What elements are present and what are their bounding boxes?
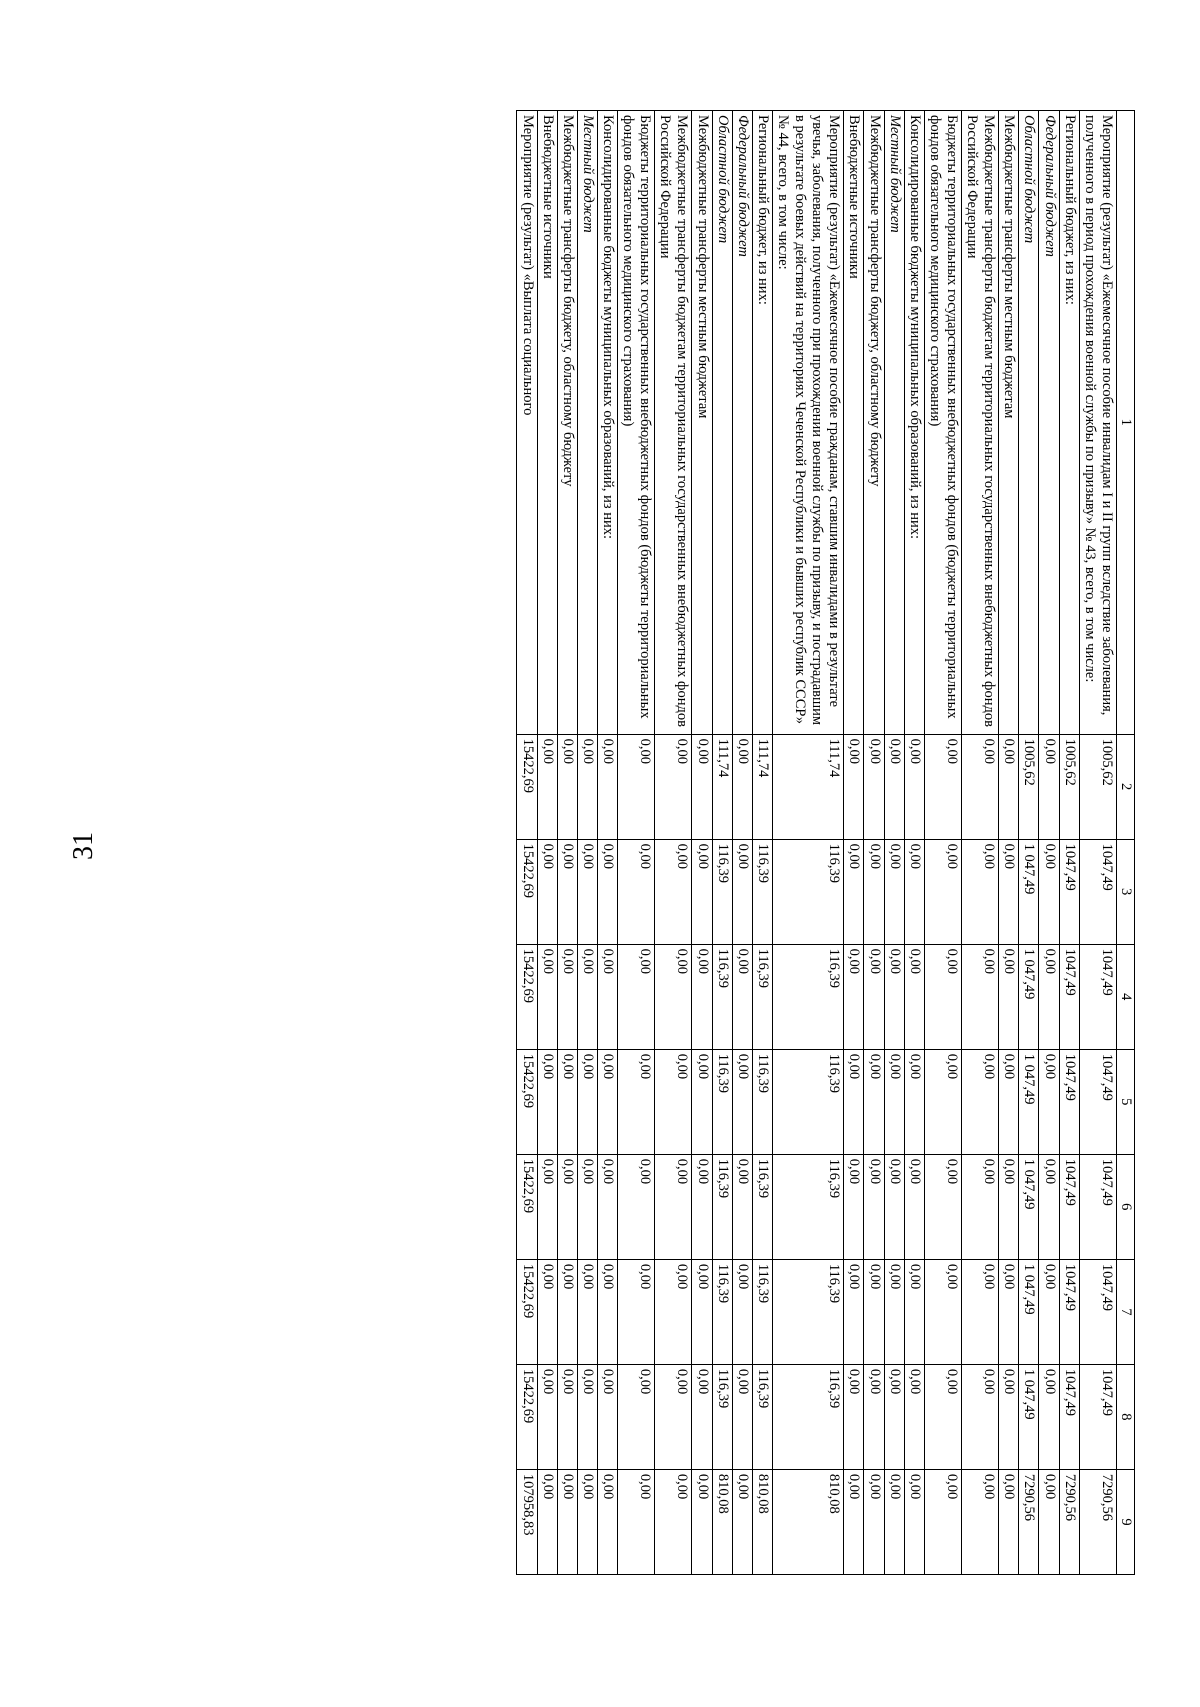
value-cell: 0,00 [904,839,924,944]
value-cell: 0,00 [904,1259,924,1364]
value-cell: 1 047,49 [1019,839,1039,944]
value-cell: 1005,62 [1019,734,1039,839]
value-cell: 0,00 [904,1154,924,1259]
value-cell: 1005,62 [1079,734,1116,839]
value-cell: 0,00 [924,1364,961,1469]
value-cell: 0,00 [884,944,904,1049]
value-cell: 0,00 [537,1154,557,1259]
value-cell: 0,00 [557,839,577,944]
value-cell: 15422,69 [517,944,537,1049]
row-label: Областной бюджет [712,111,732,735]
value-cell: 0,00 [577,1469,597,1574]
value-cell: 116,39 [772,944,843,1049]
value-cell: 0,00 [904,734,924,839]
value-cell: 116,39 [752,944,772,1049]
value-cell: 0,00 [597,1364,617,1469]
value-cell: 0,00 [924,1154,961,1259]
value-cell: 0,00 [999,1154,1019,1259]
value-cell: 0,00 [844,839,864,944]
column-header: 7 [1116,1259,1134,1364]
value-cell: 0,00 [557,1469,577,1574]
value-cell: 0,00 [999,944,1019,1049]
table-row [618,111,655,1575]
row-label: Федеральный бюджет [1039,111,1059,735]
row-label: Консолидированные бюджеты муниципальных образований, из них: [904,111,924,735]
value-cell: 0,00 [844,944,864,1049]
row-label: Региональный бюджет, из них: [752,111,772,735]
value-cell: 0,00 [962,839,999,944]
value-cell: 0,00 [864,1469,884,1574]
value-cell: 0,00 [655,1364,692,1469]
value-cell: 1 047,49 [1019,944,1039,1049]
value-cell: 0,00 [577,1049,597,1154]
row-label: Мероприятие (результат) «Ежемесячное пособие инвалидам I и II групп вследствие заболевания, полученного в период прохождения военной службы по призыву» № 43, всего, в том числе: [1079,111,1116,735]
value-cell: 0,00 [884,1364,904,1469]
value-cell: 1047,49 [1079,1364,1116,1469]
value-cell: 116,39 [772,1049,843,1154]
value-cell: 0,00 [692,1154,712,1259]
table-row [1019,111,1039,1575]
value-cell: 1 047,49 [1019,1154,1039,1259]
value-cell: 0,00 [597,734,617,839]
value-cell: 111,74 [752,734,772,839]
value-cell: 0,00 [962,944,999,1049]
row-label: Межбюджетные трансферты бюджетам территориальных государственных внебюджетных фондов Российской Федерации [962,111,999,735]
value-cell: 0,00 [557,1049,577,1154]
table-row [924,111,961,1575]
value-cell: 0,00 [732,734,752,839]
value-cell: 0,00 [732,944,752,1049]
row-label: Областной бюджет [1019,111,1039,735]
value-cell: 810,08 [752,1469,772,1574]
value-cell: 0,00 [884,1259,904,1364]
value-cell: 0,00 [962,1154,999,1259]
value-cell: 116,39 [752,1049,772,1154]
row-label: Местный бюджет [577,111,597,735]
value-cell: 0,00 [884,839,904,944]
row-label: Внебюджетные источники [844,111,864,735]
value-cell: 1047,49 [1079,839,1116,944]
value-cell: 116,39 [712,1154,732,1259]
value-cell: 0,00 [732,1469,752,1574]
value-cell: 0,00 [618,839,655,944]
table-row [864,111,884,1575]
value-cell: 0,00 [537,1049,557,1154]
value-cell: 0,00 [924,839,961,944]
row-label: Местный бюджет [884,111,904,735]
table-row [712,111,732,1575]
table-row [517,111,537,1575]
value-cell: 0,00 [962,734,999,839]
table-row [1059,111,1079,1575]
page-number: 31 [68,832,99,860]
value-cell: 0,00 [692,839,712,944]
value-cell: 0,00 [618,1049,655,1154]
budget-table-container [175,110,1135,1575]
value-cell: 0,00 [618,1469,655,1574]
value-cell: 0,00 [1039,1259,1059,1364]
column-header: 2 [1116,734,1134,839]
value-cell: 0,00 [577,944,597,1049]
table-row [732,111,752,1575]
row-label: Внебюджетные источники [537,111,557,735]
value-cell: 1047,49 [1079,1154,1116,1259]
value-cell: 0,00 [577,839,597,944]
table-row [655,111,692,1575]
value-cell: 0,00 [844,1049,864,1154]
value-cell: 0,00 [924,1049,961,1154]
value-cell: 0,00 [655,734,692,839]
value-cell: 15422,69 [517,734,537,839]
value-cell: 0,00 [1039,1469,1059,1574]
value-cell: 0,00 [692,1259,712,1364]
value-cell: 0,00 [904,1364,924,1469]
value-cell: 0,00 [924,1469,961,1574]
value-cell: 0,00 [655,1469,692,1574]
table-row [597,111,617,1575]
value-cell: 0,00 [864,1049,884,1154]
value-cell: 116,39 [752,1154,772,1259]
value-cell: 0,00 [1039,944,1059,1049]
table-row [537,111,557,1575]
value-cell: 0,00 [962,1259,999,1364]
value-cell: 0,00 [962,1364,999,1469]
column-header: 1 [1116,111,1134,735]
value-cell: 15422,69 [517,1364,537,1469]
value-cell: 0,00 [884,1154,904,1259]
value-cell: 1047,49 [1059,1049,1079,1154]
row-label: Межбюджетные трансферты местным бюджетам [692,111,712,735]
table-row [884,111,904,1575]
column-header: 8 [1116,1364,1134,1469]
row-label: Межбюджетные трансферты бюджетам территориальных государственных внебюджетных фондов Российской Федерации [655,111,692,735]
value-cell: 0,00 [577,1154,597,1259]
value-cell: 0,00 [962,1049,999,1154]
column-header: 9 [1116,1469,1134,1574]
value-cell: 0,00 [655,1259,692,1364]
table-row [1079,111,1116,1575]
value-cell: 0,00 [864,839,884,944]
value-cell: 0,00 [844,1364,864,1469]
value-cell: 116,39 [772,839,843,944]
value-cell: 7290,56 [1019,1469,1039,1574]
value-cell: 0,00 [618,1364,655,1469]
value-cell: 1047,49 [1079,944,1116,1049]
row-label: Федеральный бюджет [732,111,752,735]
value-cell: 0,00 [924,944,961,1049]
value-cell: 0,00 [999,1259,1019,1364]
value-cell: 7290,56 [1059,1469,1079,1574]
value-cell: 0,00 [884,1469,904,1574]
column-number-row [1116,111,1134,1575]
value-cell: 0,00 [557,734,577,839]
table-row [772,111,843,1575]
value-cell: 116,39 [752,1364,772,1469]
value-cell: 0,00 [577,1364,597,1469]
value-cell: 1 047,49 [1019,1259,1039,1364]
value-cell: 0,00 [557,1154,577,1259]
table-row [557,111,577,1575]
value-cell: 0,00 [692,734,712,839]
row-label: Консолидированные бюджеты муниципальных образований, из них: [597,111,617,735]
row-label: Бюджеты территориальных государственных внебюджетных фондов (бюджеты территориальных фондов обязательного медицинского страхования) [618,111,655,735]
value-cell: 1047,49 [1059,1154,1079,1259]
table-row [1039,111,1059,1575]
value-cell: 0,00 [864,1364,884,1469]
value-cell: 1047,49 [1079,1049,1116,1154]
value-cell: 0,00 [692,1469,712,1574]
value-cell: 0,00 [577,1259,597,1364]
value-cell: 0,00 [904,1049,924,1154]
value-cell: 0,00 [597,1154,617,1259]
value-cell: 0,00 [537,734,557,839]
row-label: Межбюджетные трансферты местным бюджетам [999,111,1019,735]
value-cell: 0,00 [999,734,1019,839]
value-cell: 15422,69 [517,1259,537,1364]
value-cell: 0,00 [844,1469,864,1574]
value-cell: 0,00 [537,1469,557,1574]
value-cell: 116,39 [712,1259,732,1364]
value-cell: 0,00 [864,1154,884,1259]
value-cell: 0,00 [864,1259,884,1364]
value-cell: 1 047,49 [1019,1049,1039,1154]
value-cell: 0,00 [999,1364,1019,1469]
value-cell: 1047,49 [1079,1259,1116,1364]
value-cell: 0,00 [732,1049,752,1154]
value-cell: 7290,56 [1079,1469,1116,1574]
value-cell: 0,00 [1039,1049,1059,1154]
value-cell: 0,00 [618,944,655,1049]
value-cell: 0,00 [999,1049,1019,1154]
value-cell: 116,39 [712,944,732,1049]
value-cell: 0,00 [924,734,961,839]
value-cell: 0,00 [655,944,692,1049]
value-cell: 1047,49 [1059,944,1079,1049]
value-cell: 111,74 [772,734,843,839]
value-cell: 116,39 [772,1259,843,1364]
value-cell: 0,00 [732,1259,752,1364]
table-row [577,111,597,1575]
value-cell: 0,00 [597,1469,617,1574]
value-cell: 0,00 [597,1049,617,1154]
value-cell: 0,00 [732,839,752,944]
value-cell: 15422,69 [517,1154,537,1259]
value-cell: 0,00 [864,734,884,839]
value-cell: 0,00 [692,944,712,1049]
value-cell: 0,00 [904,1469,924,1574]
table-row [692,111,712,1575]
value-cell: 0,00 [1039,1154,1059,1259]
column-header: 5 [1116,1049,1134,1154]
table-row [904,111,924,1575]
value-cell: 0,00 [557,1259,577,1364]
value-cell: 1047,49 [1059,1364,1079,1469]
value-cell: 107958,83 [517,1469,537,1574]
value-cell: 0,00 [844,734,864,839]
value-cell: 0,00 [537,1259,557,1364]
value-cell: 0,00 [884,1049,904,1154]
value-cell: 116,39 [712,1364,732,1469]
value-cell: 116,39 [772,1154,843,1259]
value-cell: 0,00 [1039,839,1059,944]
value-cell: 0,00 [1039,734,1059,839]
value-cell: 0,00 [655,1049,692,1154]
value-cell: 0,00 [999,1469,1019,1574]
row-label: Мероприятие (результат) «Выплата социального [517,111,537,735]
budget-table [517,110,1136,1575]
table-row [962,111,999,1575]
table-row [752,111,772,1575]
value-cell: 0,00 [618,1154,655,1259]
value-cell: 116,39 [712,839,732,944]
row-label: Мероприятие (результат) «Ежемесячное пособие гражданам, ставшим инвалидами в результате увечья, заболевания, полученного при прохождении военной службы по призыву, и пострадавшим в результате боевых действий на территориях Чеченской Республики и бывших республик СССР» № 44, всего, в том числе: [772,111,843,735]
column-header: 3 [1116,839,1134,944]
value-cell: 15422,69 [517,1049,537,1154]
value-cell: 0,00 [844,1154,864,1259]
value-cell: 0,00 [692,1049,712,1154]
row-label: Региональный бюджет, из них: [1059,111,1079,735]
value-cell: 0,00 [597,839,617,944]
value-cell: 116,39 [752,1259,772,1364]
value-cell: 0,00 [904,944,924,1049]
value-cell: 0,00 [1039,1364,1059,1469]
value-cell: 1005,62 [1059,734,1079,839]
value-cell: 0,00 [537,1364,557,1469]
value-cell: 1 047,49 [1019,1364,1039,1469]
value-cell: 0,00 [732,1154,752,1259]
value-cell: 0,00 [577,734,597,839]
value-cell: 0,00 [618,1259,655,1364]
value-cell: 15422,69 [517,839,537,944]
value-cell: 0,00 [537,839,557,944]
value-cell: 0,00 [597,1259,617,1364]
row-label: Бюджеты территориальных государственных внебюджетных фондов (бюджеты территориальных фондов обязательного медицинского страхования) [924,111,961,735]
column-header: 4 [1116,944,1134,1049]
value-cell: 116,39 [772,1364,843,1469]
value-cell: 810,08 [712,1469,732,1574]
value-cell: 111,74 [712,734,732,839]
value-cell: 0,00 [884,734,904,839]
table-row [844,111,864,1575]
value-cell: 116,39 [712,1049,732,1154]
value-cell: 0,00 [655,1154,692,1259]
value-cell: 116,39 [752,839,772,944]
value-cell: 0,00 [962,1469,999,1574]
value-cell: 0,00 [844,1259,864,1364]
row-label: Межбюджетные трансферты бюджету, областному бюджету [557,111,577,735]
table-body [517,111,1116,1575]
value-cell: 0,00 [618,734,655,839]
value-cell: 0,00 [924,1259,961,1364]
value-cell: 0,00 [999,839,1019,944]
value-cell: 0,00 [597,944,617,1049]
value-cell: 810,08 [772,1469,843,1574]
value-cell: 0,00 [557,1364,577,1469]
column-header: 6 [1116,1154,1134,1259]
value-cell: 0,00 [557,944,577,1049]
value-cell: 1047,49 [1059,839,1079,944]
table-row [999,111,1019,1575]
value-cell: 0,00 [655,839,692,944]
value-cell: 0,00 [732,1364,752,1469]
row-label: Межбюджетные трансферты бюджету, областному бюджету [864,111,884,735]
value-cell: 0,00 [537,944,557,1049]
value-cell: 0,00 [864,944,884,1049]
value-cell: 0,00 [692,1364,712,1469]
value-cell: 1047,49 [1059,1259,1079,1364]
